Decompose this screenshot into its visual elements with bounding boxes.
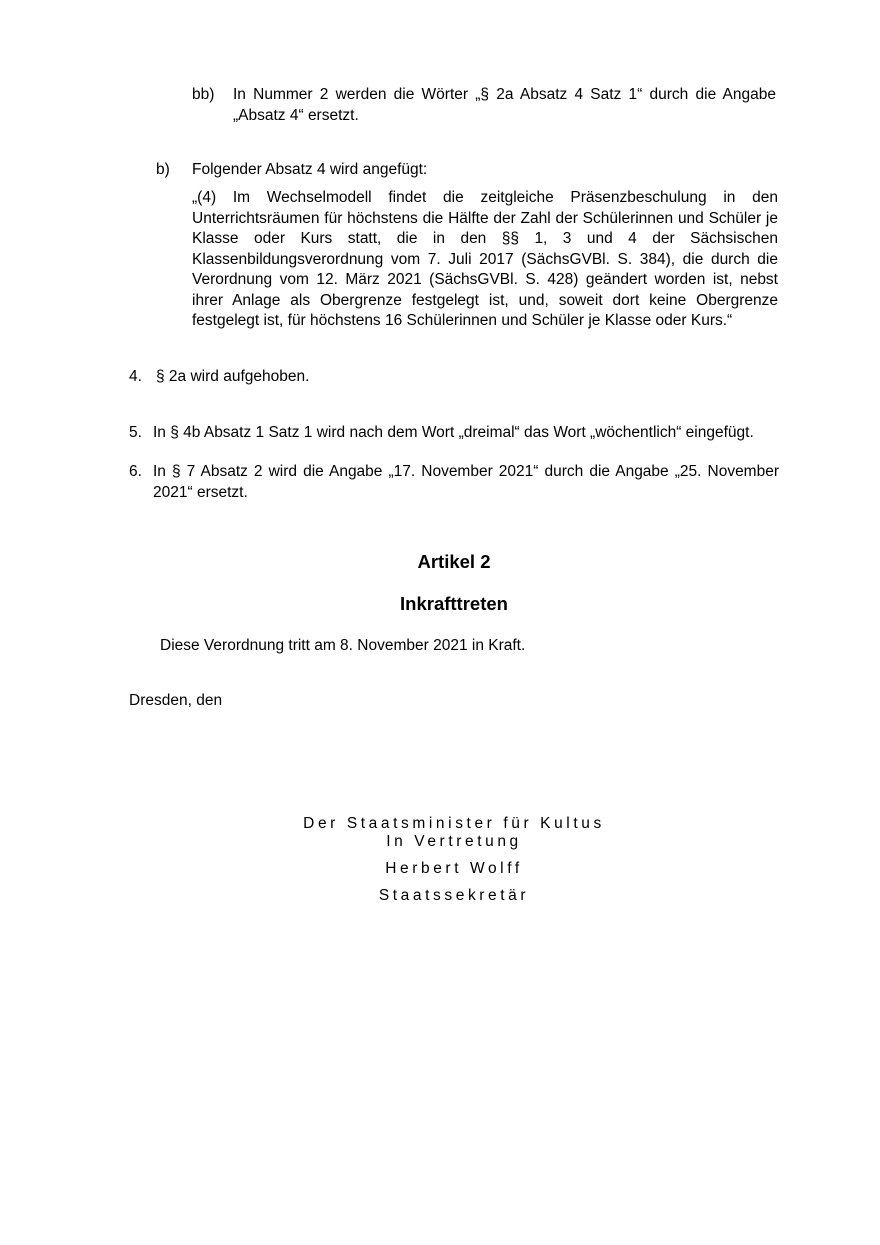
article-number: Artikel 2 bbox=[417, 551, 491, 572]
item-b-quote: „(4) Im Wechselmodell findet die zeitgleiche Präsenzbeschulung in den Unterrichtsräumen für höchstens die Hälfte der Zahl der Schülerinnen und Schüler je Klasse oder Kurs statt, die in den §§ 1, 3 und 4 der Sächsischen Klassenbildungsverordnung vom 7. Juli 2017 (SächsGVBl. S. 384), die durch die Verordnung vom 12. März 2021 (SächsGVBl. S. 428) geändert worden ist, nebst ihrer Anlage als Obergrenze festgelegt ist, und, soweit dort keine Obergrenze festgelegt ist, für höchstens 16 Schülerinnen und Schüler je Klasse oder Kurs.“ bbox=[192, 189, 778, 329]
item-bb-label: bb) bbox=[192, 86, 215, 103]
article-body: Diese Verordnung tritt am 8. November 2021 in Kraft. bbox=[160, 637, 526, 654]
item-5-label: 5. bbox=[129, 424, 142, 441]
article-title: Inkrafttreten bbox=[400, 593, 508, 614]
item-bb-content: In Nummer 2 werden die Wörter „§ 2a Absatz 4 Satz 1“ durch die Angabe „Absatz 4“ ersetzt. bbox=[233, 86, 776, 124]
item-5-text: In § 4b Absatz 1 Satz 1 wird nach dem Wort „dreimal“ das Wort „wöchentlich“ eingefügt. bbox=[153, 424, 754, 441]
signature-minister: Der Staatsminister für Kultus bbox=[303, 815, 605, 832]
item-6-text: In § 7 Absatz 2 wird die Angabe „17. November 2021“ durch die Angabe „25. November 2021“ ersetzt. bbox=[153, 463, 779, 501]
item-4-label: 4. bbox=[129, 368, 142, 385]
item-b-label: b) bbox=[156, 161, 170, 178]
item-6-label: 6. bbox=[129, 463, 142, 480]
signature-deputy: In Vertretung bbox=[386, 833, 522, 850]
item-4-text: § 2a wird aufgehoben. bbox=[156, 368, 310, 385]
item-b-intro: Folgender Absatz 4 wird angefügt: bbox=[192, 161, 428, 178]
place-date: Dresden, den bbox=[129, 692, 223, 709]
item-bb-text bbox=[233, 85, 776, 126]
signature-name: Herbert Wolff bbox=[385, 860, 523, 877]
signature-title: Staatssekretär bbox=[378, 887, 530, 904]
